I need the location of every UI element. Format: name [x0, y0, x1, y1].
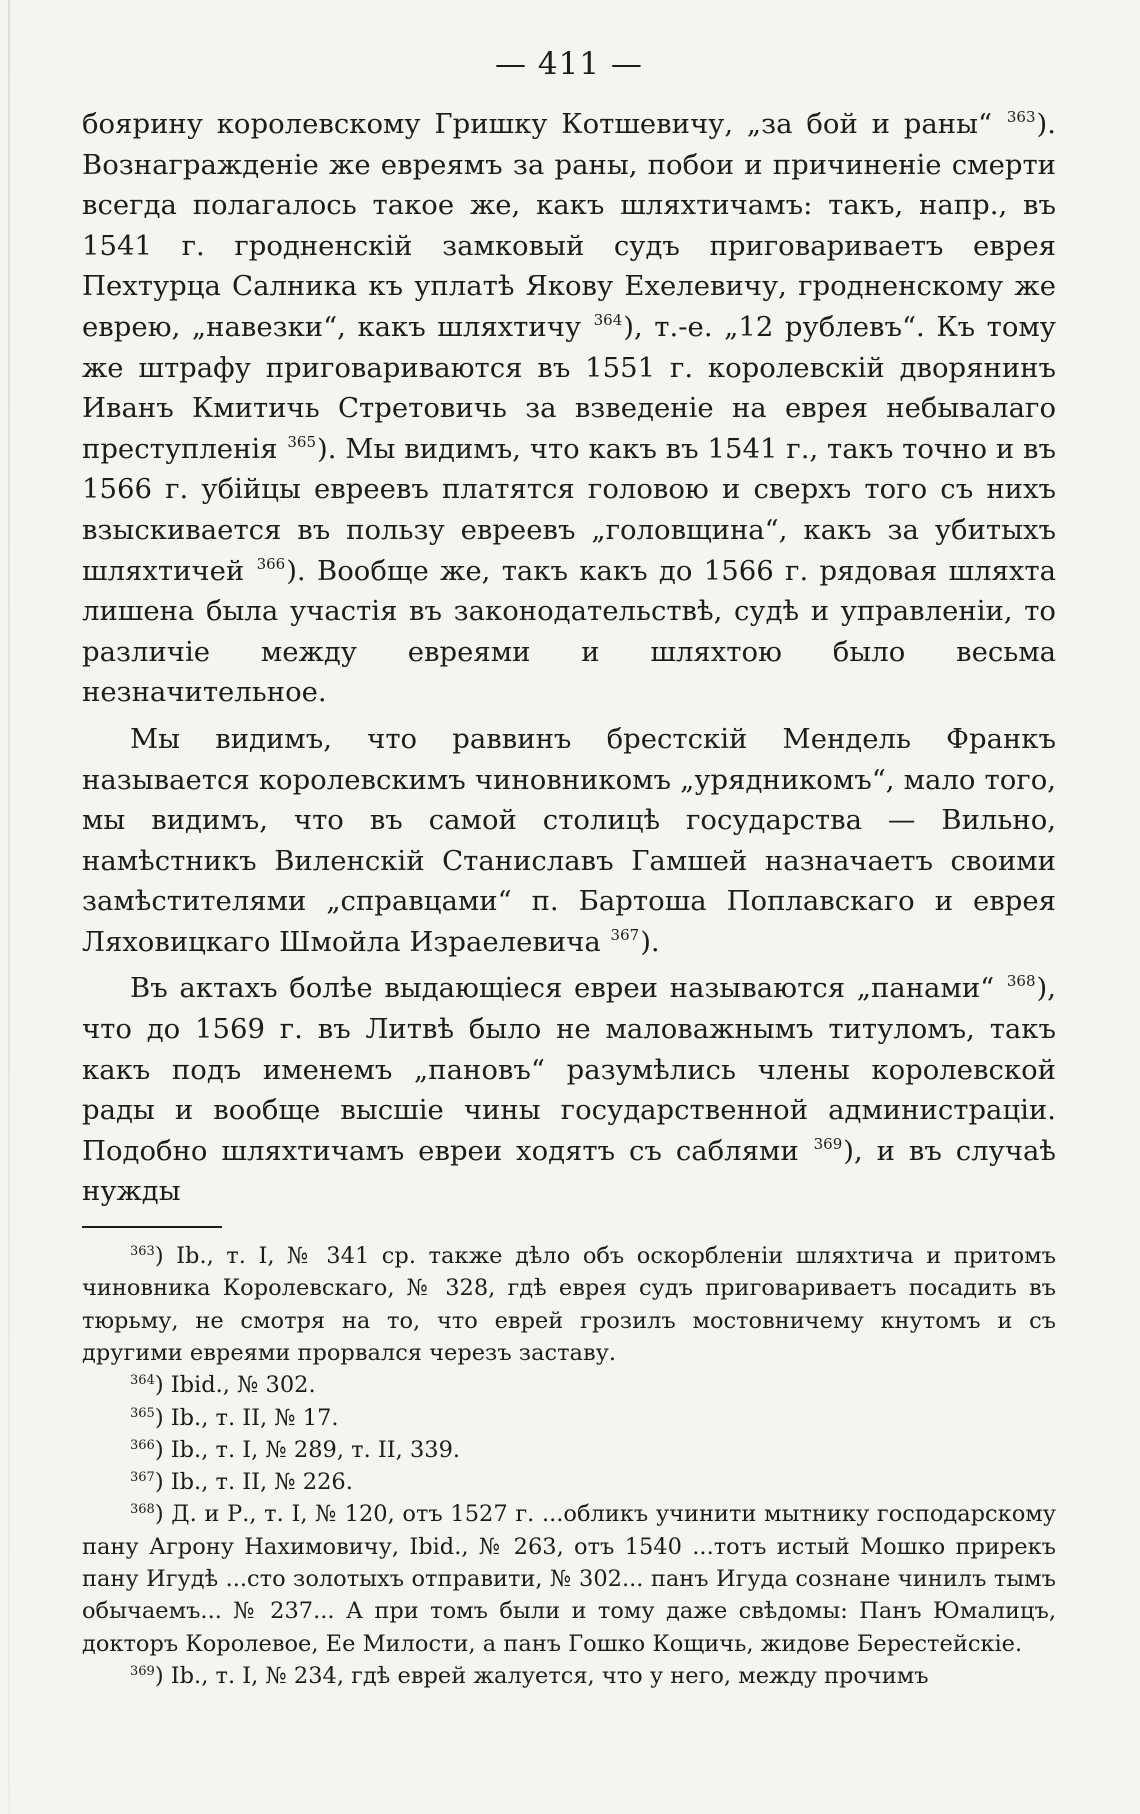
main-text	[82, 104, 1056, 1212]
page-edge-shadow	[8, 0, 10, 1814]
footnote-number: 363	[130, 1244, 155, 1260]
footnote-text: ) Д. и Р., т. I, № 120, отъ 1527 г. ...обликъ учинити мытнику господарскому пану Агрону Нахимовичу, Ibid., № 263, отъ 1540 ...тотъ истый Мошко прирекъ пану Игудѣ ...сто золотыхъ отправити, № 302... панъ Игуда сознане чинилъ тымъ обычаемъ... № 237... А при томъ были и тому даже свѣдомы: Панъ Юмалицъ, докторъ Королевое, Ее Милости, а панъ Гошко Кощичь, жидове Берестейскіе.	[82, 1501, 1056, 1657]
footnote	[82, 1466, 1056, 1498]
footnote-reference: 365	[287, 432, 317, 451]
footnote-text: ) Ib., т. II, № 226.	[154, 1469, 353, 1496]
footnote-text: ) Ib., т. I, № 234, гдѣ еврей жалуется, что у него, между прочимъ	[154, 1662, 929, 1689]
footnote-number: 367	[130, 1470, 155, 1486]
text-run: Мы видимъ, что раввинъ брестскій Мендель Франкъ называется королевскимъ чиновникомъ „урядникомъ“, мало того, мы видимъ, что въ самой столицѣ государства — Вильно, намѣстникъ Виленскій Станиславъ Гамшей назначаетъ своими замѣстителями „справцами“ п. Бартоша Поплавскаго и еврея Ляховицкаго Шмойла Израелевича	[82, 722, 1056, 958]
footnote-reference: 369	[813, 1134, 843, 1153]
paragraph	[82, 719, 1056, 963]
footnote-number: 368	[130, 1502, 155, 1518]
paragraph	[82, 104, 1056, 713]
footnote-text: ) Ibid., № 302.	[154, 1372, 316, 1399]
text-run: ).	[640, 925, 660, 958]
footnote	[82, 1369, 1056, 1401]
footnote-reference: 368	[1006, 972, 1036, 991]
text-run: ), т.-е. „12 рублевъ“. Къ тому же штрафу приговариваются въ 1551 г. королевскій дворянинъ Иванъ Кмитичь Стретовичь за взведеніе на еврея небывалаго преступленія	[82, 310, 1056, 465]
text-run: ), и въ случаѣ нужды	[82, 1134, 1056, 1208]
footnotes	[82, 1240, 1056, 1692]
footnote-reference: 366	[256, 554, 286, 573]
footnote	[82, 1498, 1056, 1659]
footnote	[82, 1402, 1056, 1434]
footnote-reference: 364	[593, 310, 623, 329]
footnote-text: ) Ib., т. I, № 341 ср. также дѣло объ оскорбленіи шляхтича и притомъ чиновника Королевскаго, № 328, гдѣ еврея судъ приговариваетъ посадить въ тюрьму, не смотря на то, что еврей грозилъ мостовничему кнутомъ и съ другими евреями прорвался черезъ заставу.	[82, 1243, 1056, 1366]
text-run: боярину королевскому Гришку Котшевичу, „за бой и раны“	[82, 108, 1006, 140]
footnote-text: ) Ib., т. I, № 289, т. II, 339.	[154, 1436, 461, 1463]
footnote-number: 364	[130, 1373, 155, 1389]
footnote-separator	[82, 1226, 222, 1228]
footnote-number: 365	[130, 1405, 155, 1421]
footnote-reference: 363	[1006, 108, 1036, 126]
footnote-text: ) Ib., т. II, № 17.	[154, 1404, 339, 1431]
page-number: — 411 —	[495, 46, 643, 82]
footnote-number: 369	[130, 1663, 155, 1679]
text-run: ). Вообще же, такъ какъ до 1566 г. рядовая шляхта лишена была участія въ законодательствѣ, судѣ и управленіи, то различіе между евреями и шляхтою было весьма незначительное.	[82, 554, 1057, 709]
footnote	[82, 1660, 1056, 1692]
text-run: ). Вознагражденіе же евреямъ за раны, побои и причиненіе смерти всегда полагалось такое же, какъ шляхтичамъ: такъ, напр., въ 1541 г. гродненскій замковый судъ приговариваетъ еврея Пехтурца Салника къ уплатѣ Якову Ехелевичу, гродненскому же еврею, „навезки“, какъ шляхтичу	[82, 108, 1056, 343]
footnote	[82, 1434, 1056, 1466]
footnote-reference: 367	[610, 925, 640, 944]
text-run: ). Мы видимъ, что какъ въ 1541 г., такъ точно и въ 1566 г. убійцы евреевъ платятся головою и сверхъ того съ нихъ взыскивается въ пользу евреевъ „головщина“, какъ за убитыхъ шляхтичей	[82, 432, 1056, 587]
paragraph	[82, 968, 1056, 1212]
text-run: Въ актахъ болѣе выдающіеся евреи называются „панами“	[130, 972, 1006, 1005]
footnote	[82, 1240, 1056, 1369]
footnote-number: 366	[130, 1437, 155, 1453]
text-run: ), что до 1569 г. въ Литвѣ было не маловажнымъ титуломъ, такъ какъ подъ именемъ „пановъ“ разумѣлись члены королевской рады и вообще высшіе чины государственной администраціи. Подобно шляхтичамъ евреи ходятъ съ саблями	[82, 972, 1056, 1167]
